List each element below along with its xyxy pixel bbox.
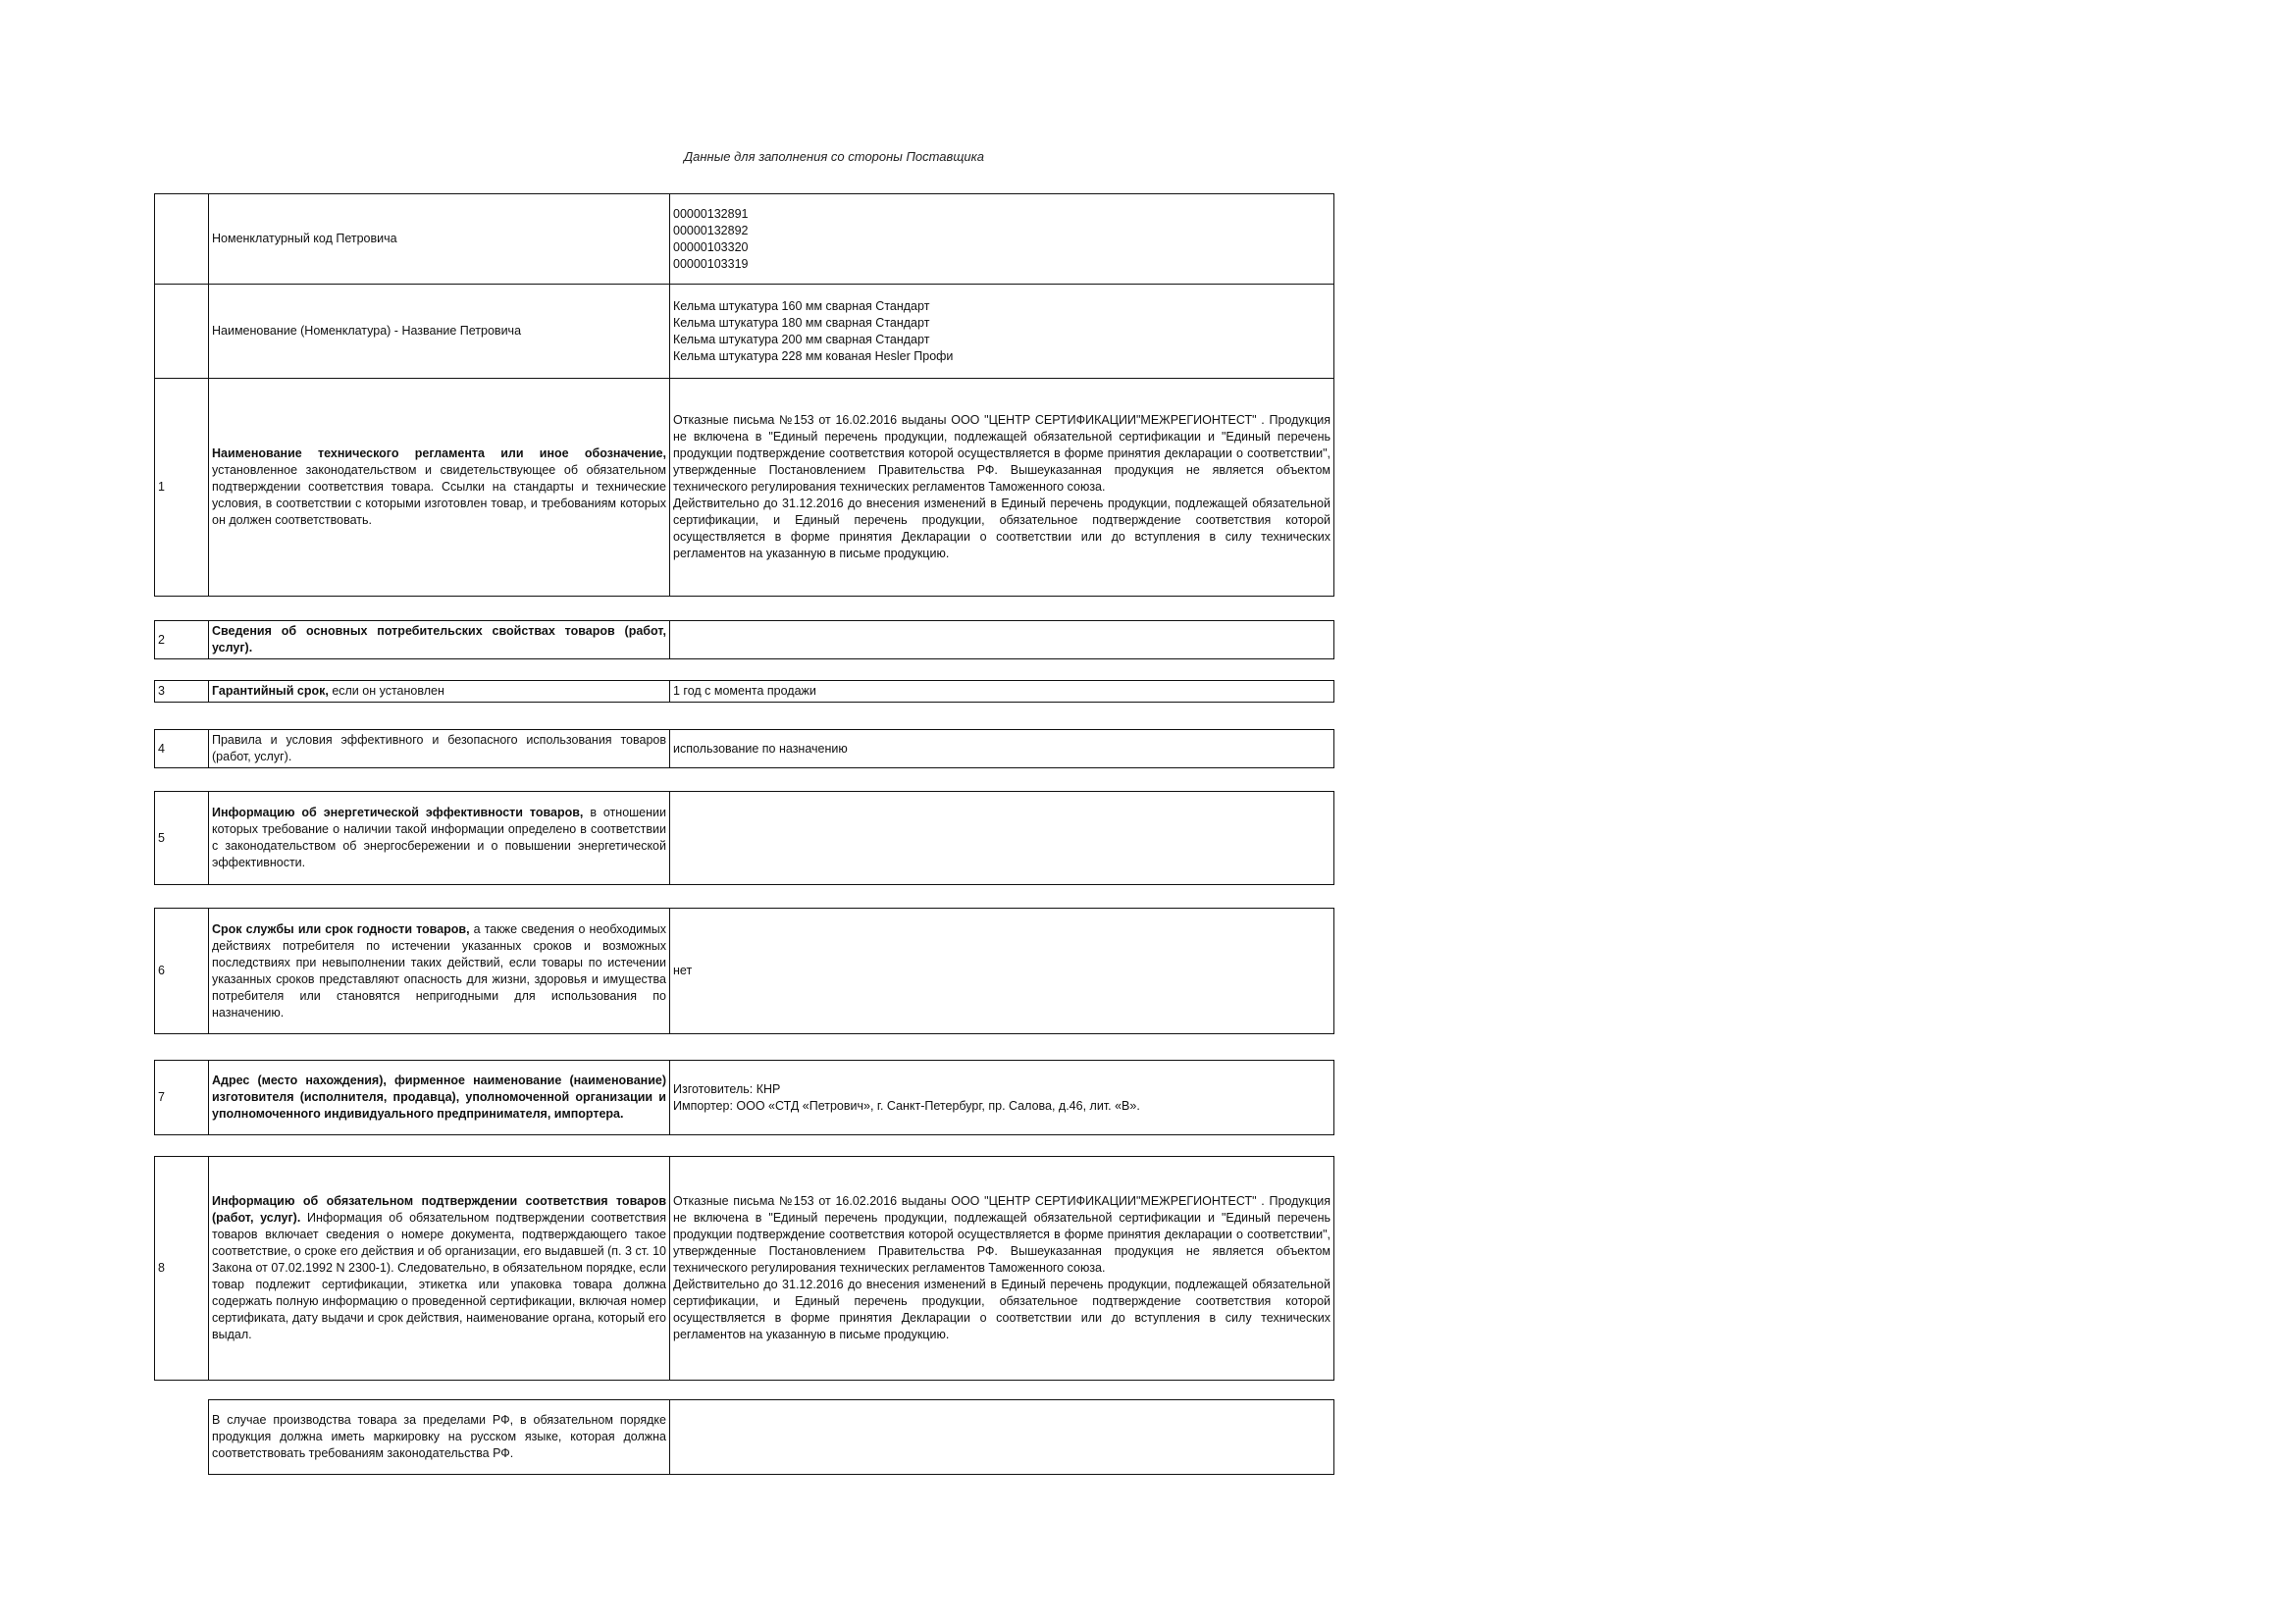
- label-rest: Информация об обязательном подтверждении соответствия товаров включает сведения о номере документа, подтверждающего такое соответствие, о сроке его действия и об организации, его выдавшей (п. 3 ст. 10 Закона от 07.02.1992 N 2300-1). Следовательно, в обязательном порядке, если товар подлежит сертификации, этикетка или упаковка товара должна содержать полную информацию о проведенной сертификации, включая номер сертификата, дату выдачи и срок действия, наименование органа, который его выдал.: [212, 1211, 666, 1341]
- code-value-2: 00000132892: [673, 223, 749, 237]
- row-label-9: В случае производства товара за пределами РФ, в обязательном порядке продукция должна иметь маркировку на русском языке, которая должна соответствовать требованиям законодательства РФ.: [209, 1400, 670, 1475]
- table-block-8: [154, 1156, 1334, 1381]
- table-row-1: [155, 379, 1334, 597]
- table-row-8: [155, 1157, 1334, 1381]
- label-rest: установленное законодательством и свидетельствующее об обязательном подтверждении соответствия товара. Ссылки на стандарты и технические условия, в соответствии с которыми изготовлен товар, и требованиям которых он должен соответствовать.: [212, 463, 666, 527]
- label-rest: а также сведения о необходимых действиях потребителя по истечении указанных сроков и возможных последствиях при невыполнении таких действий, если товары по истечении указанных сроков представляют опасность для жизни, здоровья и имущества потребителя или становятся непригодными для использования по назначению.: [212, 921, 666, 1020]
- row-value-2: [670, 621, 1334, 659]
- importer: Импортер: ООО «СТД «Петрович», г. Санкт-Петербург, пр. Салова, д.46, лит. «В».: [673, 1098, 1140, 1113]
- label-bold: Сведения об основных потребительских свойствах товаров (работ, услуг).: [212, 624, 666, 654]
- row-number: 5: [155, 792, 209, 885]
- row-value-9: [670, 1400, 1334, 1475]
- row-number: 7: [155, 1061, 209, 1135]
- name-value-2: Кельма штукатура 180 мм сварная Стандарт: [673, 315, 930, 330]
- row-value-5: [670, 792, 1334, 885]
- table-row-9: [209, 1400, 1334, 1475]
- row-label-2: [209, 621, 670, 659]
- table-block-5: [154, 791, 1334, 885]
- name-value-3: Кельма штукатура 200 мм сварная Стандарт: [673, 332, 930, 346]
- row-label-7: [209, 1061, 670, 1135]
- row-value-code: [670, 194, 1334, 285]
- row-label-3: [209, 681, 670, 703]
- value-paragraph-1: Отказные письма №153 от 16.02.2016 выданы ООО "ЦЕНТР СЕРТИФИКАЦИИ"МЕЖРЕГИОНТЕСТ" . Продукция не включена в "Единый перечень продукции, подлежащей обязательной сертификации и "Единый перечень продукции подтверждение соответствия которой осуществляется в форме принятия декларации о соответствии", утвержденные Постановлением Правительства РФ. Вышеуказанная продукция не является объектом технического регулирования технических регламентов Таможенного союза.: [673, 1194, 1331, 1275]
- row-number: 1: [155, 379, 209, 597]
- value-paragraph-2: Действительно до 31.12.2016 до внесения изменений в Единый перечень продукции, подлежащей обязательной сертификации, и Единый перечень продукции, обязательное подтверждение соответствия которой осуществляется в форме принятия Декларации о соответствии или до вступления в силу технических регламентов на указанную в письме продукцию.: [673, 497, 1331, 560]
- label-bold: Информацию об энергетической эффективности товаров,: [212, 806, 584, 819]
- value-paragraph-2: Действительно до 31.12.2016 до внесения изменений в Единый перечень продукции, подлежащей обязательной сертификации, и Единый перечень продукции, обязательное подтверждение соответствия которой осуществляется в форме принятия Декларации о соответствии или до вступления в силу технических регламентов на указанную в письме продукцию.: [673, 1278, 1331, 1341]
- row-number: 4: [155, 730, 209, 768]
- row-number: 3: [155, 681, 209, 703]
- row-value-6: нет: [670, 909, 1334, 1034]
- code-value-4: 00000103319: [673, 256, 749, 271]
- table-block-6: [154, 908, 1334, 1034]
- table-block-2: [154, 620, 1334, 659]
- table-row-3: [155, 681, 1334, 703]
- table-row-5: [155, 792, 1334, 885]
- label-bold: Наименование технического регламента или иное обозначение,: [212, 446, 666, 460]
- row-number: 6: [155, 909, 209, 1034]
- row-label-5: [209, 792, 670, 885]
- code-value-3: 00000103320: [673, 239, 749, 254]
- table-block-4: [154, 729, 1334, 768]
- table-row-code: [155, 194, 1334, 285]
- row-label-6: [209, 909, 670, 1034]
- table-row-6: [155, 909, 1334, 1034]
- row-value-7: [670, 1061, 1334, 1135]
- label-bold: Гарантийный срок,: [212, 684, 329, 698]
- value-paragraph-1: Отказные письма №153 от 16.02.2016 выданы ООО "ЦЕНТР СЕРТИФИКАЦИИ"МЕЖРЕГИОНТЕСТ" . Продукция не включена в "Единый перечень продукции, подлежащей обязательной сертификации и "Единый перечень продукции подтверждение соответствия которой осуществляется в форме принятия декларации о соответствии", утвержденные Постановлением Правительства РФ. Вышеуказанная продукция не является объектом технического регулирования технических регламентов Таможенного союза.: [673, 413, 1331, 494]
- name-value-1: Кельма штукатура 160 мм сварная Стандарт: [673, 298, 930, 313]
- row-number: 8: [155, 1157, 209, 1381]
- table-row-4: [155, 730, 1334, 768]
- label-bold: Срок службы или срок годности товаров,: [212, 921, 470, 936]
- row-label-1: [209, 379, 670, 597]
- row-value-4: использование по назначению: [670, 730, 1334, 768]
- table-row-7: [155, 1061, 1334, 1135]
- table-block-3: [154, 680, 1334, 703]
- row-number: 2: [155, 621, 209, 659]
- table-block-7: [154, 1060, 1334, 1135]
- page-title: Данные для заполнения со стороны Поставщика: [684, 149, 984, 164]
- label-bold: Информацию об обязательном подтверждении соответствия товаров (работ, услуг).: [212, 1194, 666, 1225]
- table-block-9: [208, 1399, 1334, 1475]
- table-row-2: [155, 621, 1334, 659]
- table-row-name: [155, 285, 1334, 379]
- label-rest: в отношении которых требование о наличии такой информации определено в соответствии с законодательством об энергосбережении и о повышении энергетической эффективности.: [212, 806, 666, 869]
- code-value-1: 00000132891: [673, 206, 749, 221]
- row-number: [155, 285, 209, 379]
- row-value-name: [670, 285, 1334, 379]
- row-value-1: [670, 379, 1334, 597]
- name-value-4: Кельма штукатура 228 мм кованая Hesler Профи: [673, 348, 954, 363]
- label-rest: если он установлен: [328, 684, 444, 698]
- row-label-8: [209, 1157, 670, 1381]
- row-number: [155, 194, 209, 285]
- label-bold: Адрес (место нахождения), фирменное наименование (наименование) изготовителя (исполнителя, продавца), уполномоченной организации и уполномоченного индивидуального предпринимателя, импортера.: [212, 1073, 666, 1121]
- manufacturer: Изготовитель: КНР: [673, 1081, 781, 1096]
- row-value-8: [670, 1157, 1334, 1381]
- row-label-name: Наименование (Номенклатура) - Название Петровича: [209, 285, 670, 379]
- row-label-code: Номенклатурный код Петровича: [209, 194, 670, 285]
- row-value-3: 1 год с момента продажи: [670, 681, 1334, 703]
- row-label-4: Правила и условия эффективного и безопасного использования товаров (работ, услуг).: [209, 730, 670, 768]
- table-block-main: [154, 193, 1334, 597]
